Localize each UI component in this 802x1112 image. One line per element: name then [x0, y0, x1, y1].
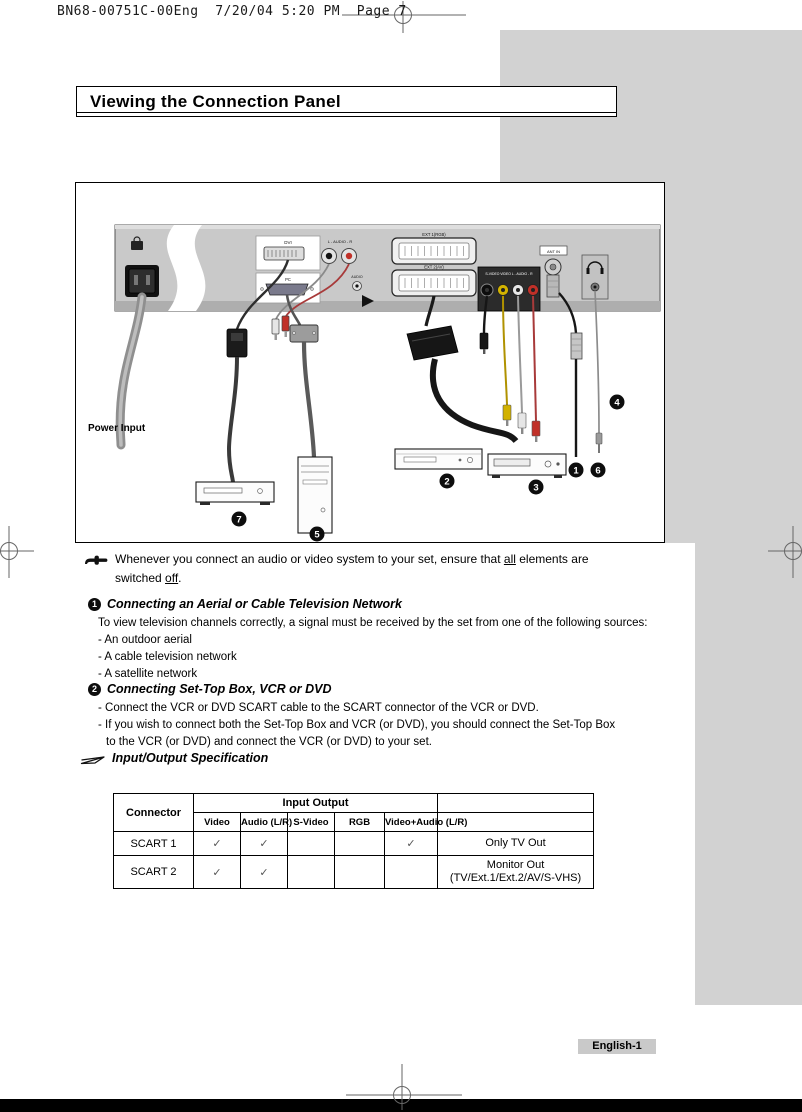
section-title: Connecting Set-Top Box, VCR or DVD: [107, 682, 332, 696]
diagram-badge-7: [232, 512, 247, 527]
output-cell: Only TV Out: [438, 832, 594, 856]
connection-panel-diagram: [75, 182, 665, 543]
svg-text:5: 5: [314, 529, 320, 541]
section-settop-vcr-dvd: [88, 682, 708, 751]
note-text: Whenever you connect an audio or video system to your set, ensure that all elements are switched off.: [115, 552, 589, 585]
svg-text:EXT 1(RGB): EXT 1(RGB): [422, 232, 446, 237]
dvi-port: [256, 236, 320, 270]
svg-text:4: 4: [614, 397, 620, 409]
pc-cable: [287, 295, 318, 457]
spec-heading-text: Input/Output Specification: [112, 751, 269, 765]
svg-text:DVI: DVI: [284, 240, 292, 245]
antenna-cable: [559, 293, 582, 457]
device-vcr: [488, 454, 566, 478]
check-cell: [288, 832, 335, 856]
arrow-icon: [80, 751, 106, 765]
headphone-cable: [595, 291, 602, 453]
diagram-badge-4: [610, 395, 625, 410]
svg-text:6: 6: [595, 465, 601, 477]
check-cell: ✓: [194, 832, 241, 856]
col-header: Video+Audio (L/R): [385, 813, 438, 832]
device-dvd-player: [196, 482, 274, 505]
section-number-badge: 1: [88, 598, 101, 611]
device-set-top-box: [395, 449, 482, 469]
col-header-group: Input Output: [194, 794, 438, 813]
diagram-badge-6: [591, 463, 606, 478]
col-header-empty: [438, 794, 594, 813]
diagram-badge-5: [310, 527, 325, 542]
section-aerial-cable: [88, 597, 708, 683]
svg-text:7: 7: [236, 514, 242, 526]
spec-heading: [80, 751, 268, 765]
check-cell: [335, 856, 385, 889]
print-header: BN68-00751C-00Eng 7/20/04 5:20 PM Page 7: [57, 4, 407, 19]
col-header-connector: Connector: [114, 794, 194, 832]
col-header: S-Video: [288, 813, 335, 832]
title-underline: [77, 112, 616, 113]
section-number-badge: 2: [88, 683, 101, 696]
gray-background-right: [695, 30, 802, 1005]
note: [84, 550, 684, 588]
table-row: [114, 832, 594, 856]
section-title: Connecting an Aerial or Cable Television Network: [107, 597, 402, 611]
connector-cell: SCART 2: [114, 856, 194, 889]
crop-mark-left-icon: [0, 524, 38, 580]
check-cell: [335, 832, 385, 856]
check-cell: ✓: [194, 856, 241, 889]
pointing-hand-icon: [84, 553, 108, 568]
svg-text:3: 3: [533, 482, 539, 494]
col-header: Video: [194, 813, 241, 832]
svg-text:S-VIDEO VIDEO L - AUDIO - R: S-VIDEO VIDEO L - AUDIO - R: [485, 272, 533, 276]
page-footer-label: English-1: [578, 1039, 656, 1054]
col-header: RGB: [335, 813, 385, 832]
table-row: [114, 856, 594, 889]
title-box: [76, 86, 617, 117]
diagram-badge-3: [529, 480, 544, 495]
svg-text:EXT 2(AV): EXT 2(AV): [424, 264, 444, 270]
side-av-panel: [478, 267, 540, 311]
diagram-badge-2: [440, 474, 455, 489]
svg-text:2: 2: [444, 476, 450, 488]
scart-cable: [407, 296, 516, 441]
io-spec-table: [113, 793, 594, 889]
power-input-label: Power Input: [88, 423, 146, 434]
check-cell: [288, 856, 335, 889]
check-cell: ✓: [241, 856, 288, 889]
device-pc-tower: [298, 457, 332, 533]
svg-text:1: 1: [573, 465, 579, 477]
diagram-badge-1: [569, 463, 584, 478]
bottom-print-bar: [0, 1099, 802, 1112]
connector-cell: SCART 1: [114, 832, 194, 856]
svg-text:AUDIO: AUDIO: [351, 275, 363, 279]
svg-text:ANT IN: ANT IN: [546, 249, 561, 254]
svg-text:PC: PC: [285, 277, 291, 282]
check-cell: ✓: [241, 832, 288, 856]
av-cables: [480, 296, 540, 442]
svg-text:L - AUDIO - R: L - AUDIO - R: [327, 239, 353, 244]
col-header: Audio (L/R): [241, 813, 288, 832]
section-body: - Connect the VCR or DVD SCART cable to the SCART connector of the VCR or DVD. - If you wish to connect both the Set-Top Box and VCR (or DVD), you should connect the Set-Top Box to the VCR (or DVD) and connect the VCR (or DVD) to your set.: [98, 702, 616, 748]
check-cell: [385, 856, 438, 889]
output-cell: Monitor Out (TV/Ext.1/Ext.2/AV/S-VHS): [438, 856, 594, 889]
page-title: Viewing the Connection Panel: [90, 92, 341, 111]
section-body: To view television channels correctly, a signal must be received by the set from one of the following sources: - An outdoor aerial - A cable television network - A satellite network: [98, 617, 648, 680]
check-cell: ✓: [385, 832, 438, 856]
